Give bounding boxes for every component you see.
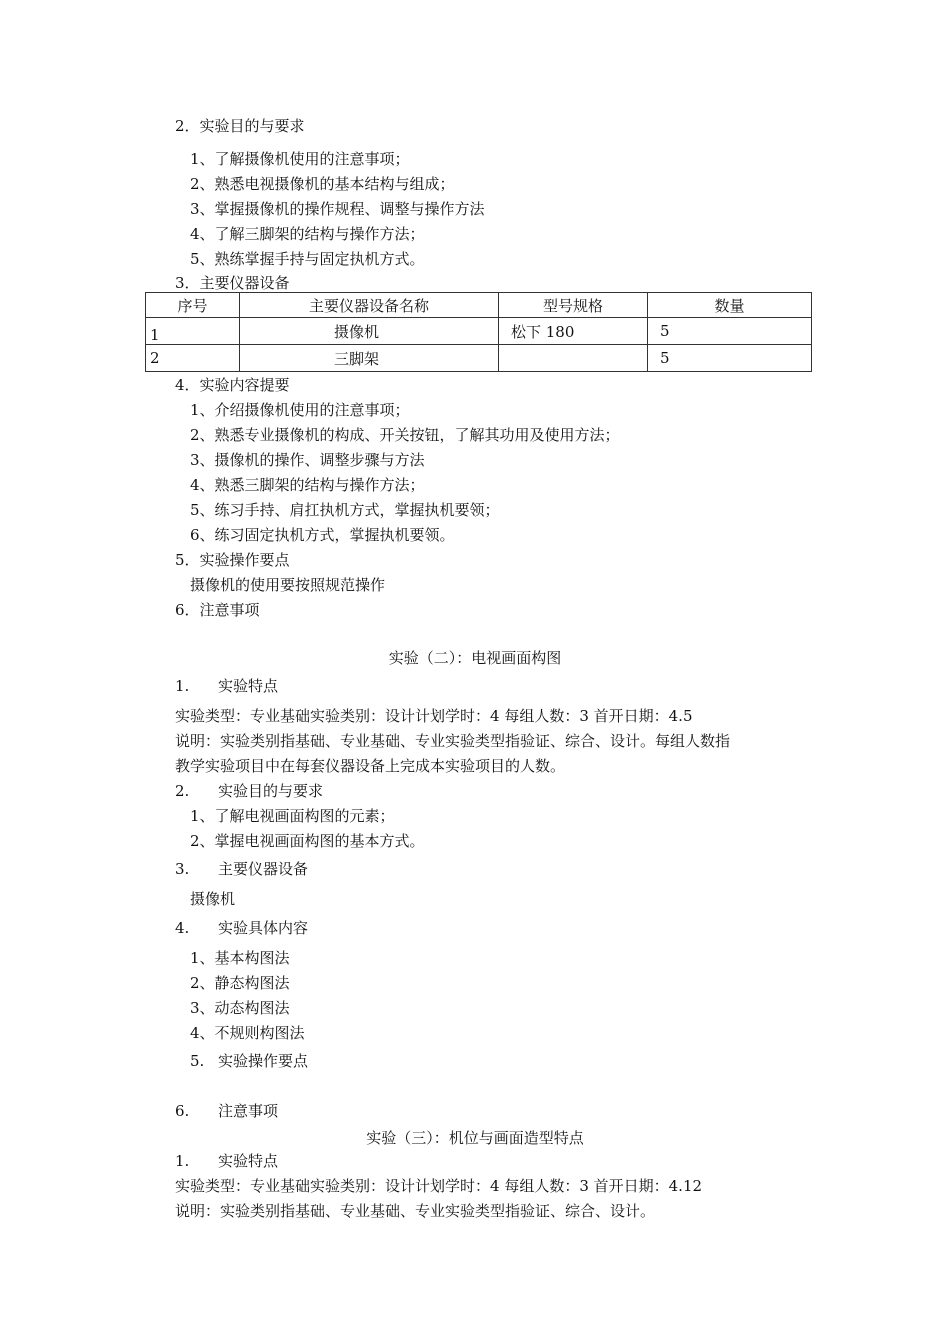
section-number: 6.	[175, 1102, 190, 1120]
list-item: 1、基本构图法	[190, 949, 290, 967]
list-item: 2、掌握电视画面构图的基本方式。	[190, 832, 425, 850]
table-header-cell: 主要仪器设备名称	[240, 293, 499, 318]
paragraph: 教学实验项目中在每套仪器设备上完成本实验项目的人数。	[175, 757, 566, 775]
section-heading-contents: 4．实验内容提要	[175, 376, 290, 394]
paragraph: 说明：实验类别指基础、专业基础、专业实验类型指验证、综合、设计。	[175, 1202, 656, 1220]
list-item: 5、练习手持、肩扛执机方式，掌握执机要领；	[190, 501, 500, 519]
table-header-cell: 型号规格	[499, 293, 648, 318]
paragraph: 摄像机的使用要按照规范操作	[190, 576, 386, 594]
list-item: 6、练习固定执机方式，掌握执机要领。	[190, 526, 455, 544]
list-item: 2、熟悉电视摄像机的基本结构与组成；	[190, 175, 455, 193]
table-header-cell: 数量	[648, 293, 812, 318]
list-item: 4、不规则构图法	[190, 1024, 305, 1042]
list-item: 1、介绍摄像机使用的注意事项；	[190, 401, 410, 419]
table-cell: 1	[146, 318, 240, 345]
table-cell: 摄像机	[240, 318, 499, 345]
list-item: 1、了解电视画面构图的元素；	[190, 807, 395, 825]
table-cell: 松下 180	[499, 318, 648, 345]
list-item: 3、掌握摄像机的操作规程、调整与操作方法	[190, 200, 485, 218]
section-heading-equipment: 3．主要仪器设备	[175, 274, 290, 292]
table-cell: 2	[146, 345, 240, 372]
experiment-meta: 实验类型：专业基础实验类别：设计计划学时：4 每组人数：3 首开日期：4.5	[175, 707, 693, 725]
section-number: 3.	[175, 860, 190, 878]
section-heading: 主要仪器设备	[218, 860, 309, 878]
table-row	[146, 345, 812, 372]
section-number: 1.	[175, 1152, 190, 1170]
experiment-meta: 实验类型：专业基础实验类别：设计计划学时：4 每组人数：3 首开日期：4.12	[175, 1177, 703, 1195]
table-cell: 三脚架	[240, 345, 499, 372]
section-heading-operation: 5．实验操作要点	[175, 551, 290, 569]
table-header-row	[146, 293, 812, 318]
section-heading: 实验操作要点	[218, 1052, 309, 1070]
experiment-title: 实验（三）：机位与画面造型特点	[366, 1129, 584, 1147]
section-number: 1.	[175, 677, 190, 695]
table-cell: 5	[648, 345, 812, 372]
experiment-title: 实验（二）：电视画面构图	[388, 649, 562, 667]
section-heading: 注意事项	[218, 1102, 279, 1120]
list-item: 5、熟练掌握手持与固定执机方式。	[190, 250, 425, 268]
table-header-cell: 序号	[146, 293, 240, 318]
list-item: 4、熟悉三脚架的结构与操作方法；	[190, 476, 425, 494]
section-heading-notes: 6．注意事项	[175, 601, 260, 619]
equipment-table	[145, 292, 812, 372]
paragraph: 摄像机	[190, 890, 236, 908]
section-heading: 实验具体内容	[218, 919, 309, 937]
section-heading: 实验特点	[218, 1152, 279, 1170]
table-cell: 5	[648, 318, 812, 345]
list-item: 4、了解三脚架的结构与操作方法；	[190, 225, 425, 243]
section-number: 4.	[175, 919, 190, 937]
list-item: 3、摄像机的操作、调整步骤与方法	[190, 451, 425, 469]
paragraph: 说明：实验类别指基础、专业基础、专业实验类型指验证、综合、设计。每组人数指	[175, 732, 731, 750]
section-number: 5.	[190, 1052, 205, 1070]
section-number: 2.	[175, 782, 190, 800]
table-row	[146, 318, 812, 345]
section-heading: 实验目的与要求	[218, 782, 324, 800]
list-item: 2、静态构图法	[190, 974, 290, 992]
section-heading-goals: 2．实验目的与要求	[175, 117, 305, 135]
list-item: 2、熟悉专业摄像机的构成、开关按钮，了解其功用及使用方法；	[190, 426, 620, 444]
section-heading: 实验特点	[218, 677, 279, 695]
table-cell	[499, 345, 648, 372]
list-item: 1、了解摄像机使用的注意事项；	[190, 150, 410, 168]
list-item: 3、动态构图法	[190, 999, 290, 1017]
